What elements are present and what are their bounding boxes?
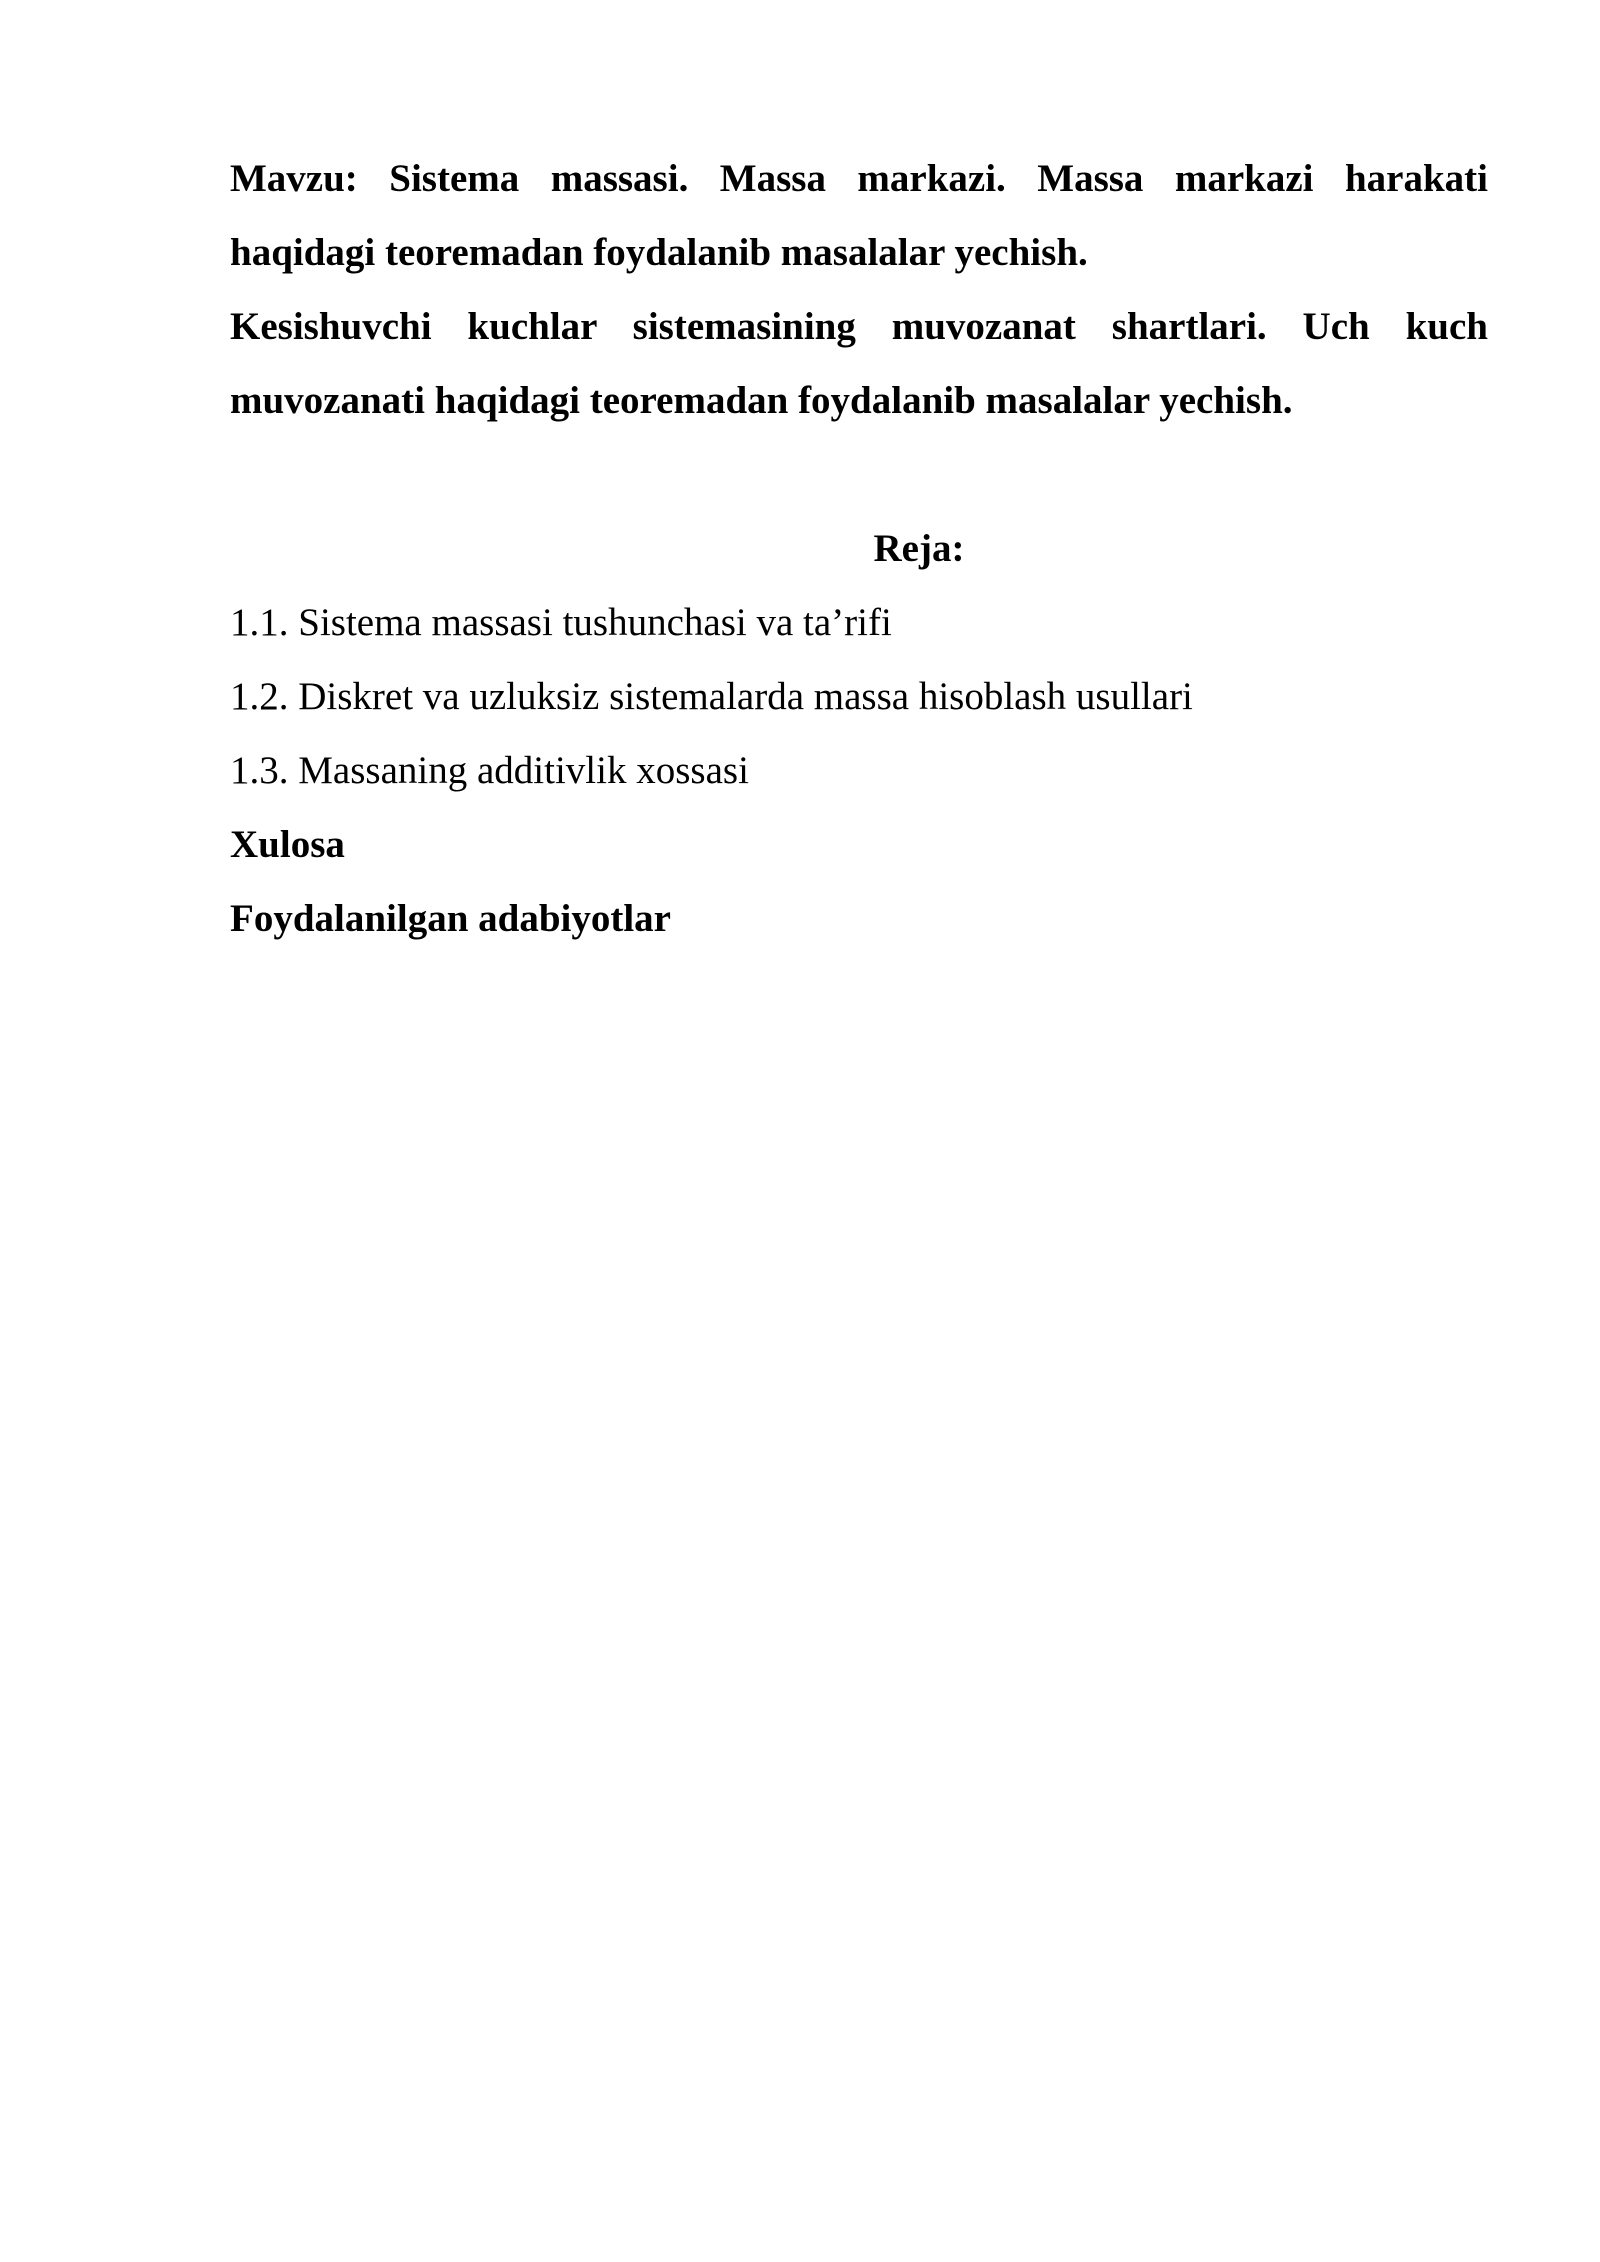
plan-references: Foydalanilgan adabiyotlar [230, 897, 671, 940]
topic-paragraph: Mavzu: Sistema massasi. Massa markazi. Massa markazi harakati haqidagi teoremadan foydalanib masalalar yechish. [230, 157, 1488, 274]
plan-item-2: 1.2. Diskret va uzluksiz sistemalarda massa hisoblash usullari [230, 675, 1193, 718]
document-content [230, 142, 1488, 956]
plan-item-1: 1.1. Sistema massasi tushunchasi va ta’rifi [230, 601, 892, 644]
blank-line [230, 438, 1488, 512]
plan-item-3: 1.3. Massaning additivlik xossasi [230, 749, 749, 792]
plan-conclusion: Xulosa [230, 823, 345, 866]
topic-subparagraph: Kesishuvchi kuchlar sistemasining muvozanat shartlari. Uch kuch muvozanati haqidagi teoremadan foydalanib masalalar yechish. [230, 305, 1488, 422]
plan-heading: Reja: [873, 527, 965, 570]
